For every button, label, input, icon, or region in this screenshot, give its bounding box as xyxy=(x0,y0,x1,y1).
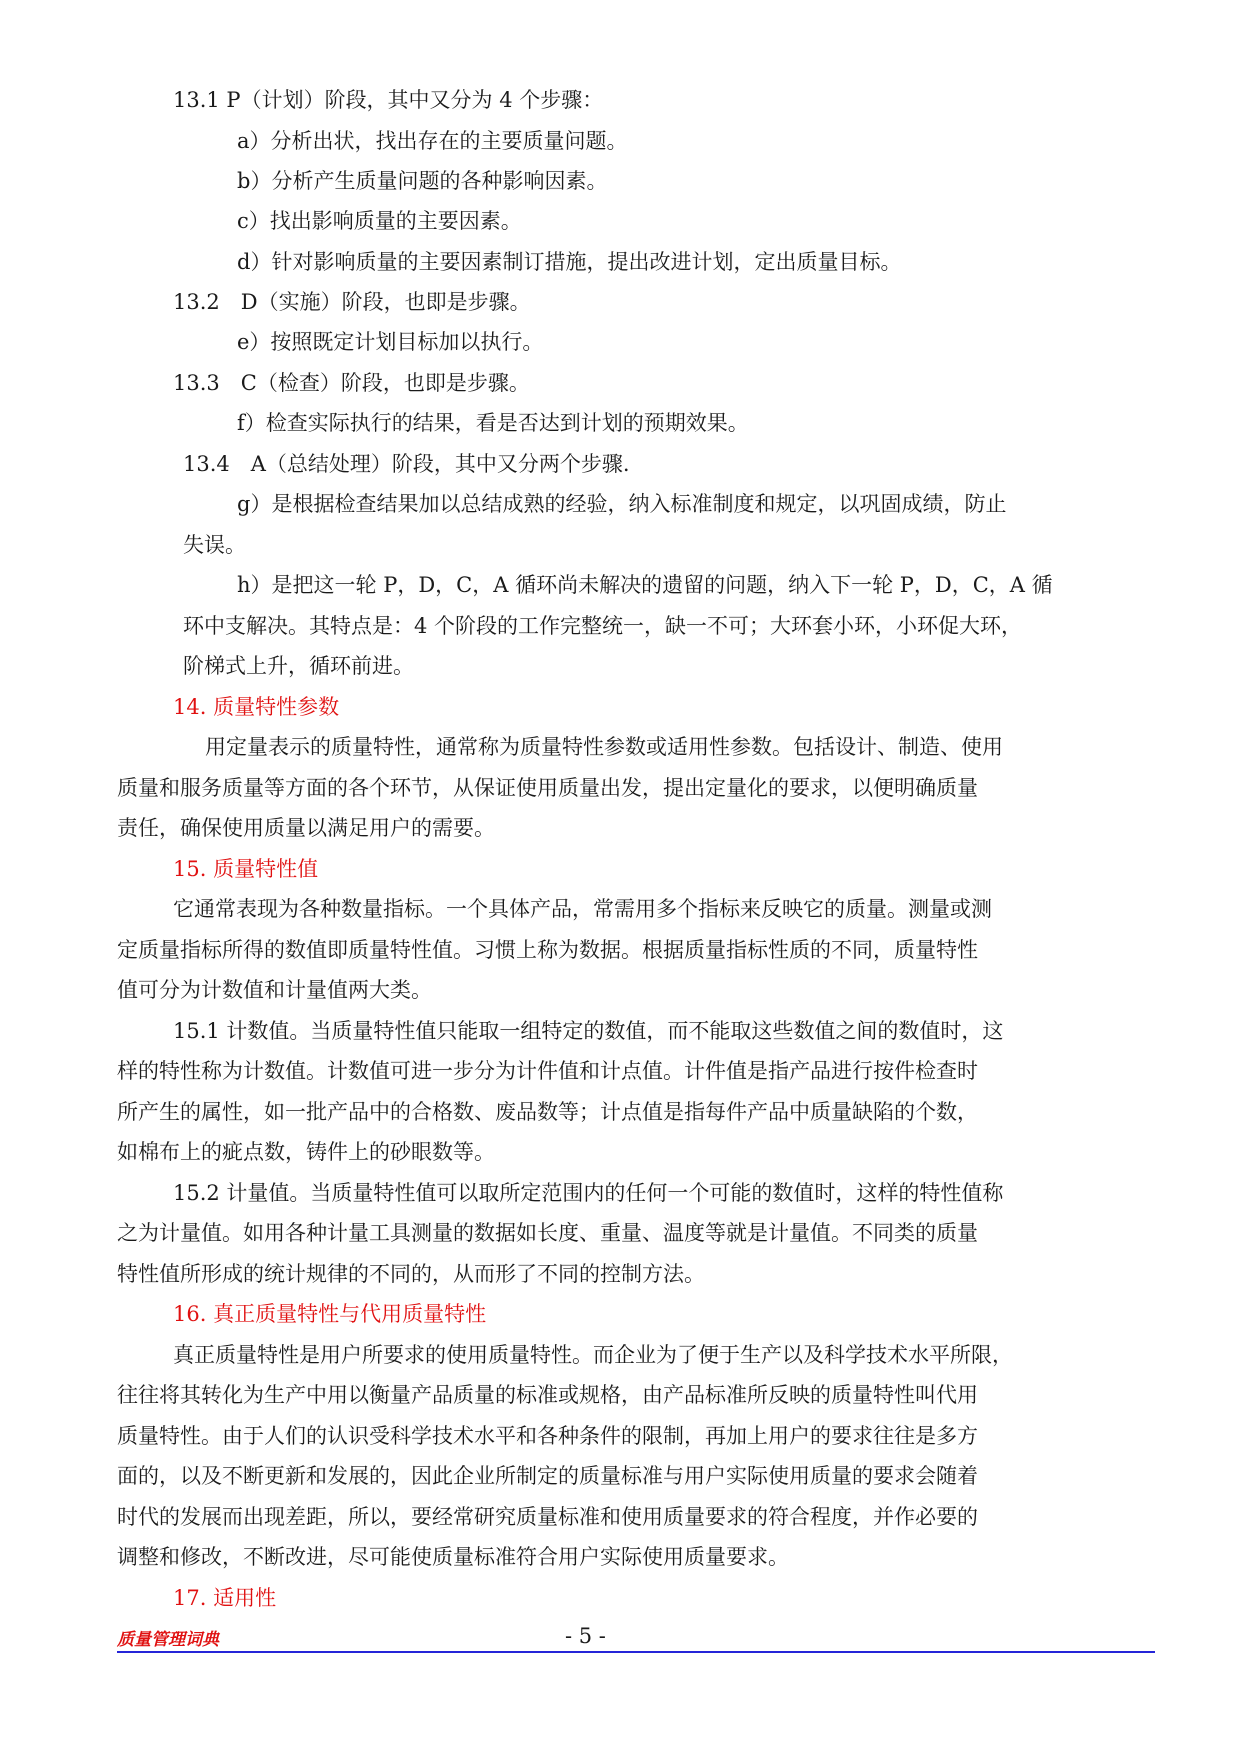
section-15-body-line-2: 定质量指标所得的数值即质量特性值。习惯上称为数据。根据质量指标性质的不同，质量特性 xyxy=(117,938,978,962)
section-15-1-line-4: 如棉布上的疵点数，铸件上的砂眼数等。 xyxy=(117,1140,495,1164)
step-h-line-1: h）是把这一轮 P，D，C，A 循环尚未解决的遗留的问题，纳入下一轮 P，D，C，A 循 xyxy=(237,573,1053,597)
step-13-1-heading: 13.1 P（计划）阶段，其中又分为 4 个步骤： xyxy=(173,88,604,112)
section-14-body-line-2: 质量和服务质量等方面的各个环节，从保证使用质量出发，提出定量化的要求，以便明确质量 xyxy=(117,776,978,800)
section-15-2-line-1: 15.2 计量值。当质量特性值可以取所定范围内的任何一个可能的数值时，这样的特性值称 xyxy=(173,1181,1004,1205)
section-17-heading: 17. 适用性 xyxy=(173,1586,277,1610)
step-d: d）针对影响质量的主要因素制订措施，提出改进计划，定出质量目标。 xyxy=(237,250,902,274)
footer-document-title: 质量管理词典 xyxy=(117,1630,219,1650)
section-16-body-line-4: 面的，以及不断更新和发展的，因此企业所制定的质量标准与用户实际使用质量的要求会随着 xyxy=(117,1464,978,1488)
section-15-1-line-1: 15.1 计数值。当质量特性值只能取一组特定的数值，而不能取这些数值之间的数值时，这 xyxy=(173,1019,1004,1043)
section-14-body-line-3: 责任，确保使用质量以满足用户的需要。 xyxy=(117,816,495,840)
section-16-heading: 16. 真正质量特性与代用质量特性 xyxy=(173,1302,487,1326)
step-g-line-2: 失误。 xyxy=(183,533,246,557)
section-15-1-line-2: 样的特性称为计数值。计数值可进一步分为计件值和计点值。计件值是指产品进行按件检查时 xyxy=(117,1059,978,1083)
step-a: a）分析出状，找出存在的主要质量问题。 xyxy=(237,129,628,153)
footer-divider xyxy=(117,1651,1155,1653)
section-14-heading: 14. 质量特性参数 xyxy=(173,695,340,719)
section-16-body-line-3: 质量特性。由于人们的认识受科学技术水平和各种条件的限制，再加上用户的要求往往是多方 xyxy=(117,1424,978,1448)
section-15-body-line-1: 它通常表现为各种数量指标。一个具体产品，常需用多个指标来反映它的质量。测量或测 xyxy=(173,897,992,921)
step-c: c）找出影响质量的主要因素。 xyxy=(237,209,522,233)
section-15-body-line-3: 值可分为计数值和计量值两大类。 xyxy=(117,978,432,1002)
section-16-body-line-6: 调整和修改，不断改进，尽可能使质量标准符合用户实际使用质量要求。 xyxy=(117,1545,789,1569)
step-h-line-3: 阶梯式上升，循环前进。 xyxy=(183,654,414,678)
step-b: b）分析产生质量问题的各种影响因素。 xyxy=(237,169,608,193)
section-16-body-line-5: 时代的发展而出现差距，所以，要经常研究质量标准和使用质量要求的符合程度，并作必要的 xyxy=(117,1505,978,1529)
section-14-body-line-1: 用定量表示的质量特性，通常称为质量特性参数或适用性参数。包括设计、制造、使用 xyxy=(205,735,1003,759)
section-15-2-line-2: 之为计量值。如用各种计量工具测量的数据如长度、重量、温度等就是计量值。不同类的质量 xyxy=(117,1221,978,1245)
section-16-body-line-2: 往往将其转化为生产中用以衡量产品质量的标准或规格，由产品标准所反映的质量特性叫代用 xyxy=(117,1383,978,1407)
step-h-line-2: 环中支解决。其特点是：4 个阶段的工作完整统一，缺一不可；大环套小环，小环促大环， xyxy=(183,614,1023,638)
section-16-body-line-1: 真正质量特性是用户所要求的使用质量特性。而企业为了便于生产以及科学技术水平所限， xyxy=(173,1343,1013,1367)
step-e: e）按照既定计划目标加以执行。 xyxy=(237,330,544,354)
step-13-4-heading: 13.4 A（总结处理）阶段，其中又分两个步骤. xyxy=(183,452,630,476)
section-15-2-line-3: 特性值所形成的统计规律的不同的，从而形了不同的控制方法。 xyxy=(117,1262,705,1286)
step-f: f）检查实际执行的结果，看是否达到计划的预期效果。 xyxy=(237,411,749,435)
footer-page-number: - 5 - xyxy=(565,1624,606,1648)
step-g-line-1: g）是根据检查结果加以总结成熟的经验，纳入标准制度和规定，以巩固成绩，防止 xyxy=(237,492,1007,516)
step-13-3-heading: 13.3 C（检查）阶段，也即是步骤。 xyxy=(173,371,530,395)
section-15-1-line-3: 所产生的属性，如一批产品中的合格数、废品数等；计点值是指每件产品中质量缺陷的个数， xyxy=(117,1100,978,1124)
step-13-2-heading: 13.2 D（实施）阶段，也即是步骤。 xyxy=(173,290,531,314)
section-15-heading: 15. 质量特性值 xyxy=(173,857,319,881)
